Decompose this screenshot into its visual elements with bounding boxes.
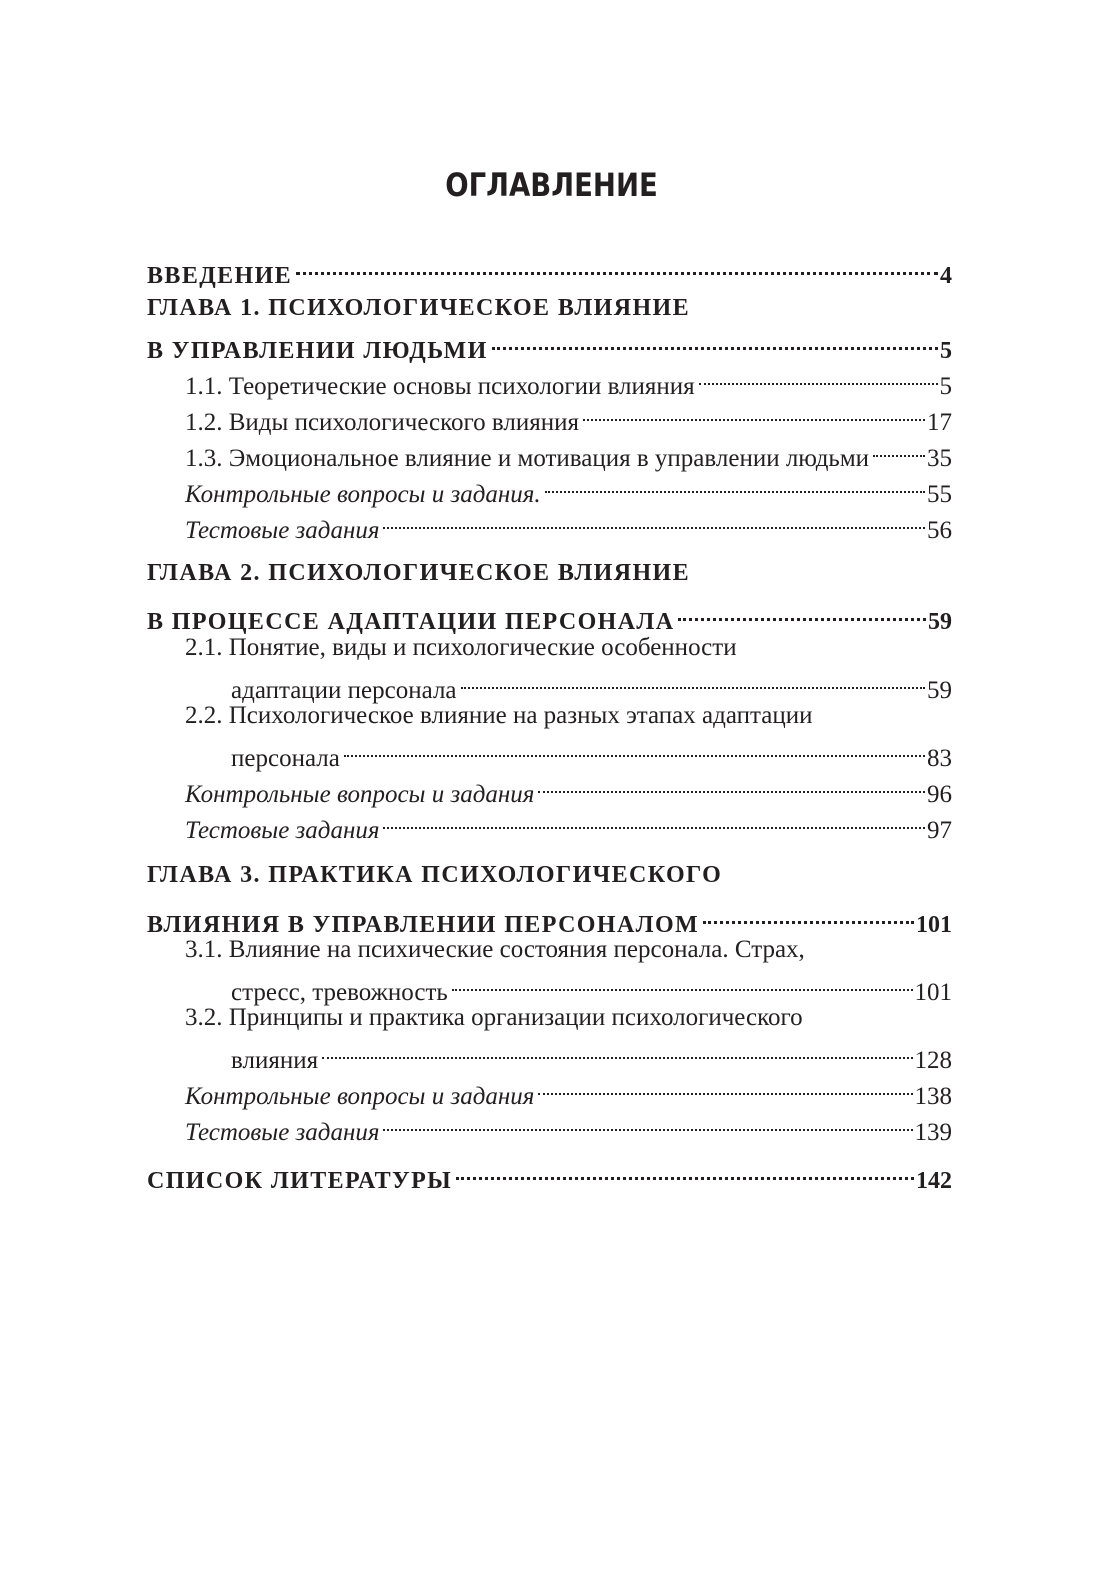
toc-page-number: 142: [916, 1168, 952, 1194]
toc-section-2-1[interactable]: [231, 662, 952, 704]
toc-section-label: Понятие, виды и психологические особенности: [228, 634, 737, 661]
toc-page-number: 139: [914, 1119, 952, 1146]
toc-section-label: влияния: [231, 1047, 319, 1074]
toc-section-number: 3.2.: [185, 1004, 223, 1031]
toc-tests-2[interactable]: [185, 802, 952, 844]
toc-section-1-2[interactable]: [185, 394, 952, 436]
toc-entry-label: Тестовые задания: [185, 517, 380, 544]
dot-leader: [538, 766, 925, 802]
dot-leader: [452, 964, 913, 1000]
toc-entry-label: Контрольные вопросы и задания.: [185, 481, 541, 508]
page-title: ОГЛАВЛЕНИЕ: [445, 166, 658, 204]
toc-questions-1[interactable]: [185, 466, 952, 508]
toc-page-number: 59: [928, 609, 952, 635]
dot-leader: [383, 802, 925, 838]
toc-page-number: 83: [927, 745, 952, 772]
table-of-contents: [147, 0, 952, 1575]
dot-leader: [492, 322, 938, 358]
dot-leader: [678, 593, 926, 629]
toc-page-number: 138: [914, 1083, 952, 1110]
toc-section-number: 3.1.: [185, 936, 223, 963]
toc-chapter-2-heading[interactable]: [147, 555, 952, 591]
toc-section-label: стресс, тревожность: [231, 979, 448, 1006]
dot-leader: [703, 896, 914, 932]
toc-chapter-title-line: ГЛАВА 3. ПРАКТИКА ПСИХОЛОГИЧЕСКОГО: [147, 862, 723, 888]
toc-section-label: Эмоциональное влияние и мотивация в управлении людьми: [228, 445, 870, 472]
dot-leader: [344, 730, 925, 766]
toc-page-number: 55: [927, 481, 952, 508]
toc-section-label: Психологическое влияние на разных этапах адаптации: [228, 702, 813, 729]
toc-chapter-1-heading[interactable]: [147, 290, 952, 326]
toc-section-3-2-heading[interactable]: [185, 1000, 952, 1036]
toc-section-2-1-heading[interactable]: [185, 630, 952, 666]
toc-chapter-title-line: В ПРОЦЕССЕ АДАПТАЦИИ ПЕРСОНАЛА: [147, 609, 675, 635]
toc-entry-label: Контрольные вопросы и задания: [185, 1083, 535, 1110]
toc-section-number: 1.1.: [185, 373, 223, 400]
toc-page-number: 56: [927, 517, 952, 544]
toc-section-3-1[interactable]: [231, 964, 952, 1006]
toc-entry-label: ВВЕДЕНИЕ: [147, 263, 293, 289]
toc-entry-label: СПИСОК ЛИТЕРАТУРЫ: [147, 1168, 453, 1194]
dot-leader: [383, 502, 925, 538]
toc-page-number: 5: [940, 338, 952, 364]
dot-leader: [322, 1032, 912, 1068]
dot-leader: [583, 394, 925, 430]
dot-leader: [873, 430, 925, 466]
toc-section-label: Виды психологического влияния: [228, 409, 579, 436]
toc-chapter-3-heading[interactable]: [147, 857, 952, 893]
toc-entry-label: Тестовые задания: [185, 1119, 380, 1146]
toc-section-number: 1.3.: [185, 445, 223, 472]
dot-leader: [699, 358, 938, 394]
toc-page-number: 96: [927, 781, 952, 808]
toc-section-label: Принципы и практика организации психологического: [228, 1004, 803, 1031]
toc-tests-1[interactable]: [185, 502, 952, 544]
dot-leader: [461, 662, 925, 698]
toc-section-label: адаптации персонала: [231, 677, 457, 704]
toc-section-number: 2.1.: [185, 634, 223, 661]
toc-chapter-title-line: ГЛАВА 1. ПСИХОЛОГИЧЕСКОЕ ВЛИЯНИЕ: [147, 295, 690, 321]
toc-page-number: 97: [927, 817, 952, 844]
toc-section-3-1-heading[interactable]: [185, 932, 952, 968]
toc-entry-bibliography[interactable]: [147, 1152, 952, 1194]
toc-questions-3[interactable]: [185, 1068, 952, 1110]
toc-questions-2[interactable]: [185, 766, 952, 808]
toc-chapter-title-line: В УПРАВЛЕНИИ ЛЮДЬМИ: [147, 338, 488, 364]
toc-page-number: 101: [914, 979, 952, 1006]
toc-page-number: 4: [940, 263, 952, 289]
toc-section-2-2-heading[interactable]: [185, 698, 952, 734]
toc-section-label: Влияние на психические состояния персонала. Страх,: [228, 936, 805, 963]
toc-entry-label: Тестовые задания: [185, 817, 380, 844]
toc-section-label: персонала: [231, 745, 340, 772]
dot-leader: [538, 1068, 912, 1104]
toc-page-number: 35: [927, 445, 952, 472]
toc-tests-3[interactable]: [185, 1104, 952, 1146]
toc-section-number: 2.2.: [185, 702, 223, 729]
toc-section-1-1[interactable]: [185, 358, 952, 400]
toc-section-number: 1.2.: [185, 409, 223, 436]
toc-section-label: Теоретические основы психологии влияния: [228, 373, 695, 400]
toc-page-number: 128: [914, 1047, 952, 1074]
dot-leader: [383, 1104, 912, 1140]
toc-chapter-title-line: ГЛАВА 2. ПСИХОЛОГИЧЕСКОЕ ВЛИЯНИЕ: [147, 560, 690, 586]
dot-leader: [296, 247, 938, 283]
toc-chapter-1[interactable]: [147, 322, 952, 364]
toc-section-2-2[interactable]: [231, 730, 952, 772]
dot-leader: [456, 1152, 914, 1188]
toc-entry-introduction[interactable]: [147, 247, 952, 289]
toc-section-1-3[interactable]: [185, 430, 952, 472]
toc-chapter-title-line: ВЛИЯНИЯ В УПРАВЛЕНИИ ПЕРСОНАЛОМ: [147, 912, 700, 938]
toc-page-number: 17: [927, 409, 952, 436]
dot-leader: [545, 466, 925, 502]
toc-page-number: 101: [916, 912, 952, 938]
toc-chapter-3[interactable]: [147, 896, 952, 938]
toc-section-3-2[interactable]: [231, 1032, 952, 1074]
toc-entry-label: Контрольные вопросы и задания: [185, 781, 535, 808]
toc-page-number: 5: [939, 373, 952, 400]
toc-chapter-2[interactable]: [147, 593, 952, 635]
toc-page-number: 59: [927, 677, 952, 704]
